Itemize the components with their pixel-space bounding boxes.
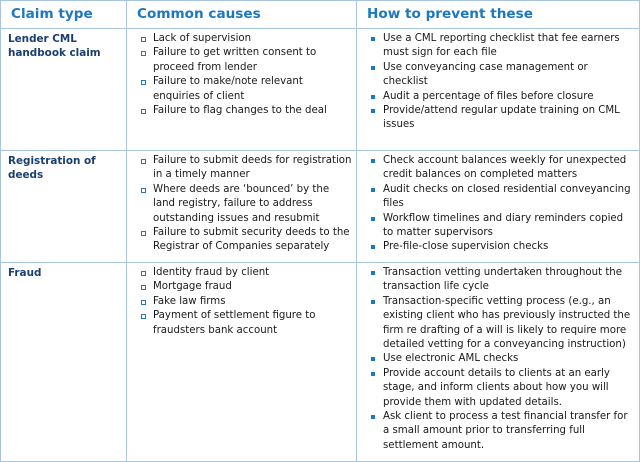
table-row bbox=[1, 29, 640, 151]
claim-type-cell: Lender CML handbook claim bbox=[1, 29, 127, 151]
list-item: Fake law firms bbox=[134, 295, 352, 309]
causes-list bbox=[134, 266, 352, 338]
prevention-cell bbox=[357, 263, 640, 462]
causes-list bbox=[134, 154, 352, 255]
prevention-cell bbox=[357, 151, 640, 263]
list-item: Failure to flag changes to the deal bbox=[134, 104, 352, 118]
list-item: Provide/attend regular update training on CML issues bbox=[364, 104, 635, 133]
list-item: Failure to submit deeds for registration in a timely manner bbox=[134, 154, 352, 183]
list-item: Workflow timelines and diary reminders copied to matter supervisors bbox=[364, 212, 635, 241]
list-item: Where deeds are ‘bounced’ by the land registry, failure to address outstanding issues and resubmit bbox=[134, 183, 352, 226]
list-item: Check account balances weekly for unexpected credit balances on completed matters bbox=[364, 154, 635, 183]
header-common-causes: Common causes bbox=[127, 1, 357, 29]
list-item: Pre-file-close supervision checks bbox=[364, 240, 635, 254]
list-item: Transaction-specific vetting process (e.g., an existing client who has previously instructed the firm re drafting of a will is likely to require more detailed vetting for a conveyancing instruction) bbox=[364, 295, 635, 353]
list-item: Payment of settlement figure to fraudsters bank account bbox=[134, 309, 352, 338]
table-row bbox=[1, 151, 640, 263]
causes-cell bbox=[127, 263, 357, 462]
prevention-list bbox=[364, 266, 635, 453]
list-item: Use conveyancing case management or checklist bbox=[364, 61, 635, 90]
prevention-cell bbox=[357, 29, 640, 151]
list-item: Mortgage fraud bbox=[134, 280, 352, 294]
list-item: Failure to get written consent to proceed from lender bbox=[134, 46, 352, 75]
list-item: Failure to make/note relevant enquiries of client bbox=[134, 75, 352, 104]
list-item: Provide account details to clients at an early stage, and inform clients about how you will provide them with updated details. bbox=[364, 367, 635, 410]
header-row bbox=[1, 1, 640, 29]
list-item: Identity fraud by client bbox=[134, 266, 352, 280]
list-item: Audit checks on closed residential conveyancing files bbox=[364, 183, 635, 212]
prevention-list bbox=[364, 154, 635, 255]
header-how-to-prevent: How to prevent these bbox=[357, 1, 640, 29]
header-claim-type: Claim type bbox=[1, 1, 127, 29]
list-item: Failure to submit security deeds to the Registrar of Companies separately bbox=[134, 226, 352, 255]
prevention-list bbox=[364, 32, 635, 133]
causes-cell bbox=[127, 29, 357, 151]
claim-type-cell: Fraud bbox=[1, 263, 127, 462]
list-item: Audit a percentage of files before closure bbox=[364, 90, 635, 104]
claim-type-cell: Registration of deeds bbox=[1, 151, 127, 263]
table-row bbox=[1, 263, 640, 462]
list-item: Transaction vetting undertaken throughout the transaction life cycle bbox=[364, 266, 635, 295]
list-item: Use electronic AML checks bbox=[364, 352, 635, 366]
list-item: Ask client to process a test financial transfer for a small amount prior to transferring full settlement amount. bbox=[364, 410, 635, 453]
list-item: Use a CML reporting checklist that fee earners must sign for each file bbox=[364, 32, 635, 61]
list-item: Lack of supervision bbox=[134, 32, 352, 46]
causes-list bbox=[134, 32, 352, 118]
causes-cell bbox=[127, 151, 357, 263]
